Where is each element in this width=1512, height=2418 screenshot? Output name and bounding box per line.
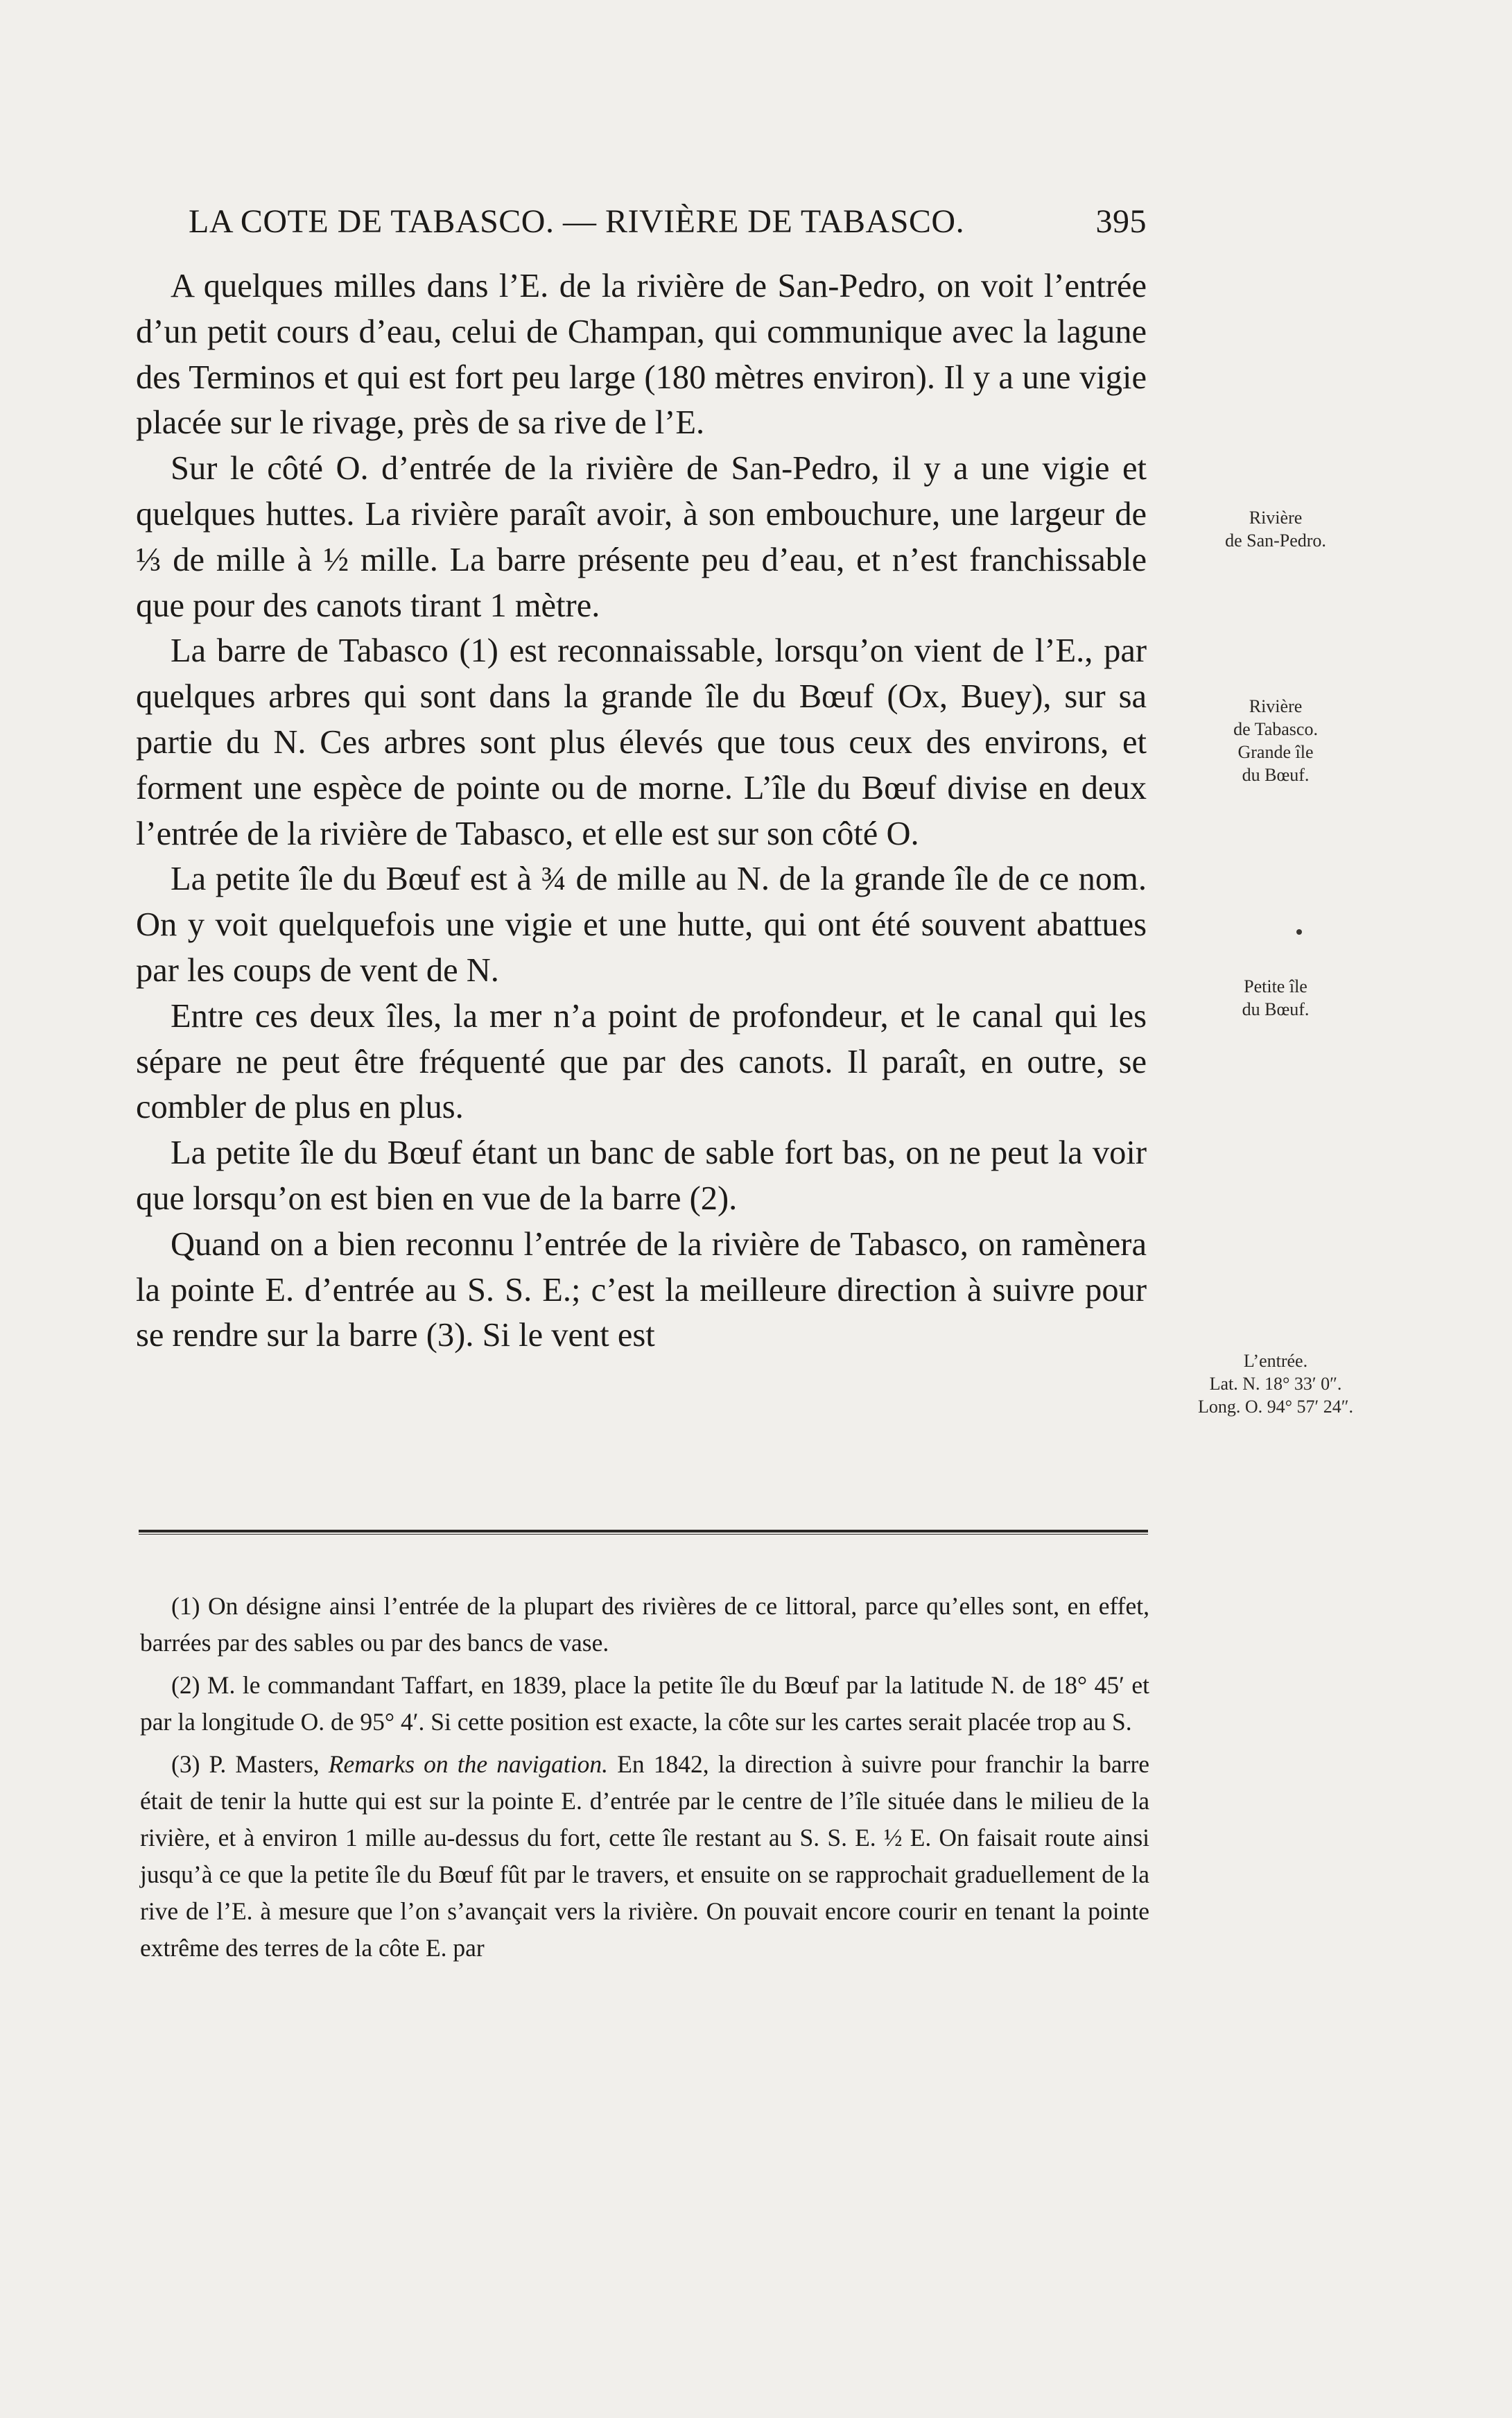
- footnotes: [140, 1588, 1149, 1967]
- margin-note-line: de Tabasco.: [1233, 719, 1318, 739]
- margin-note-line: du Bœuf.: [1242, 999, 1310, 1019]
- margin-note-entree: [1172, 1349, 1380, 1418]
- paragraph: Entre ces deux îles, la mer n’a point de profondeur, et le canal qui les sépare ne peut être fréquenté que par des canots. Il paraît, en outre, se combler de plus en plus.: [136, 997, 1147, 1126]
- paragraph: La barre de Tabasco (1) est reconnaissable, lorsqu’on vient de l’E., par quelques arbres qui sont dans la grande île du Bœuf (Ox, Buey), sur sa partie du N. Ces arbres sont plus élevés que tous ceux des environs, et forment une espèce de pointe ou de morne. L’île du Bœuf divise en deux l’entrée de la rivière de Tabasco, et elle est sur son côté O.: [136, 632, 1147, 852]
- margin-note-line: L’entrée.: [1243, 1351, 1308, 1371]
- footnote-rule: [139, 1530, 1148, 1535]
- footnote-3: [140, 1746, 1149, 1967]
- margin-note-line: Grande île: [1237, 742, 1314, 762]
- footnote-3-text: En 1842, la direction à suivre pour franchir la barre était de tenir la hutte qui est sur la pointe E. d’entrée par le centre de l’île située dans le milieu de la rivière, et à environ 1 mille au-dessus du fort, cette île restant au S. S. E. ½ E. On faisait route ainsi jusqu’à ce que la petite île du Bœuf fût par le travers, et ensuite on se rapprochait graduellement de la rive de l’E. à mesure que l’on s’avançait vers la rivière. On pouvait encore courir en tenant la pointe extrême des terres de la côte E. par: [140, 1750, 1150, 1962]
- page-number: 395: [1095, 203, 1147, 240]
- footnote-2: (2) M. le commandant Taffart, en 1839, place la petite île du Bœuf par la latitude N. de 18° 45′ et par la longitude O. de 95° 4′. Si cette position est exacte, la côte sur les cartes serait placée trop au S.: [140, 1671, 1149, 1736]
- footnote-3-author: (3) P. Masters,: [171, 1750, 320, 1778]
- paragraph: La petite île du Bœuf étant un banc de sable fort bas, on ne peut la voir que lorsqu’on est bien en vue de la barre (2).: [136, 1134, 1147, 1217]
- margin-note-line: Rivière: [1249, 696, 1303, 716]
- paragraph: A quelques milles dans l’E. de la rivière de San-Pedro, on voit l’entrée d’un petit cours d’eau, celui de Champan, qui communique avec la lagune des Terminos et qui est fort peu large (180 mètres environ). Il y a une vigie placée sur le rivage, près de sa rive de l’E.: [136, 268, 1147, 442]
- main-text: [136, 264, 1147, 1358]
- margin-note-petite-ile: [1172, 975, 1380, 1021]
- margin-note-line: Lat. N. 18° 33′ 0″.: [1209, 1374, 1342, 1394]
- margin-note-tabasco: [1172, 695, 1380, 786]
- footnote-3-work: Remarks on the navigation.: [328, 1750, 609, 1778]
- margin-note-line: Rivière: [1249, 508, 1303, 528]
- margin-note-line: du Bœuf.: [1242, 765, 1310, 785]
- paragraph: La petite île du Bœuf est à ¾ de mille au N. de la grande île de ce nom. On y voit quelquefois une vigie et une hutte, qui ont été souvent abattues par les coups de vent de N.: [136, 861, 1147, 989]
- footnote-1: (1) On désigne ainsi l’entrée de la plupart des rivières de ce littoral, parce qu’elles sont, en effet, barrées par des sables ou par des bancs de vase.: [140, 1592, 1149, 1657]
- margin-note-line: Long. O. 94° 57′ 24″.: [1197, 1397, 1354, 1417]
- margin-note-line: Petite île: [1244, 976, 1307, 996]
- margin-dot: [1296, 929, 1302, 935]
- header-title: LA COTE DE TABASCO. — RIVIÈRE DE TABASCO.: [189, 203, 965, 240]
- paragraph: Sur le côté O. d’entrée de la rivière de San-Pedro, il y a une vigie et quelques huttes. La rivière paraît avoir, à son embouchure, une largeur de ⅓ de mille à ½ mille. La barre présente peu d’eau, et n’est franchissable que pour des canots tirant 1 mètre.: [136, 450, 1147, 624]
- margin-note-line: de San-Pedro.: [1225, 530, 1326, 551]
- margin-note-san-pedro: [1172, 506, 1380, 552]
- paragraph: Quand on a bien reconnu l’entrée de la rivière de Tabasco, on ramènera la pointe E. d’entrée au S. S. E.; c’est la meilleure direction à suivre pour se rendre sur la barre (3). Si le vent est: [136, 1225, 1147, 1354]
